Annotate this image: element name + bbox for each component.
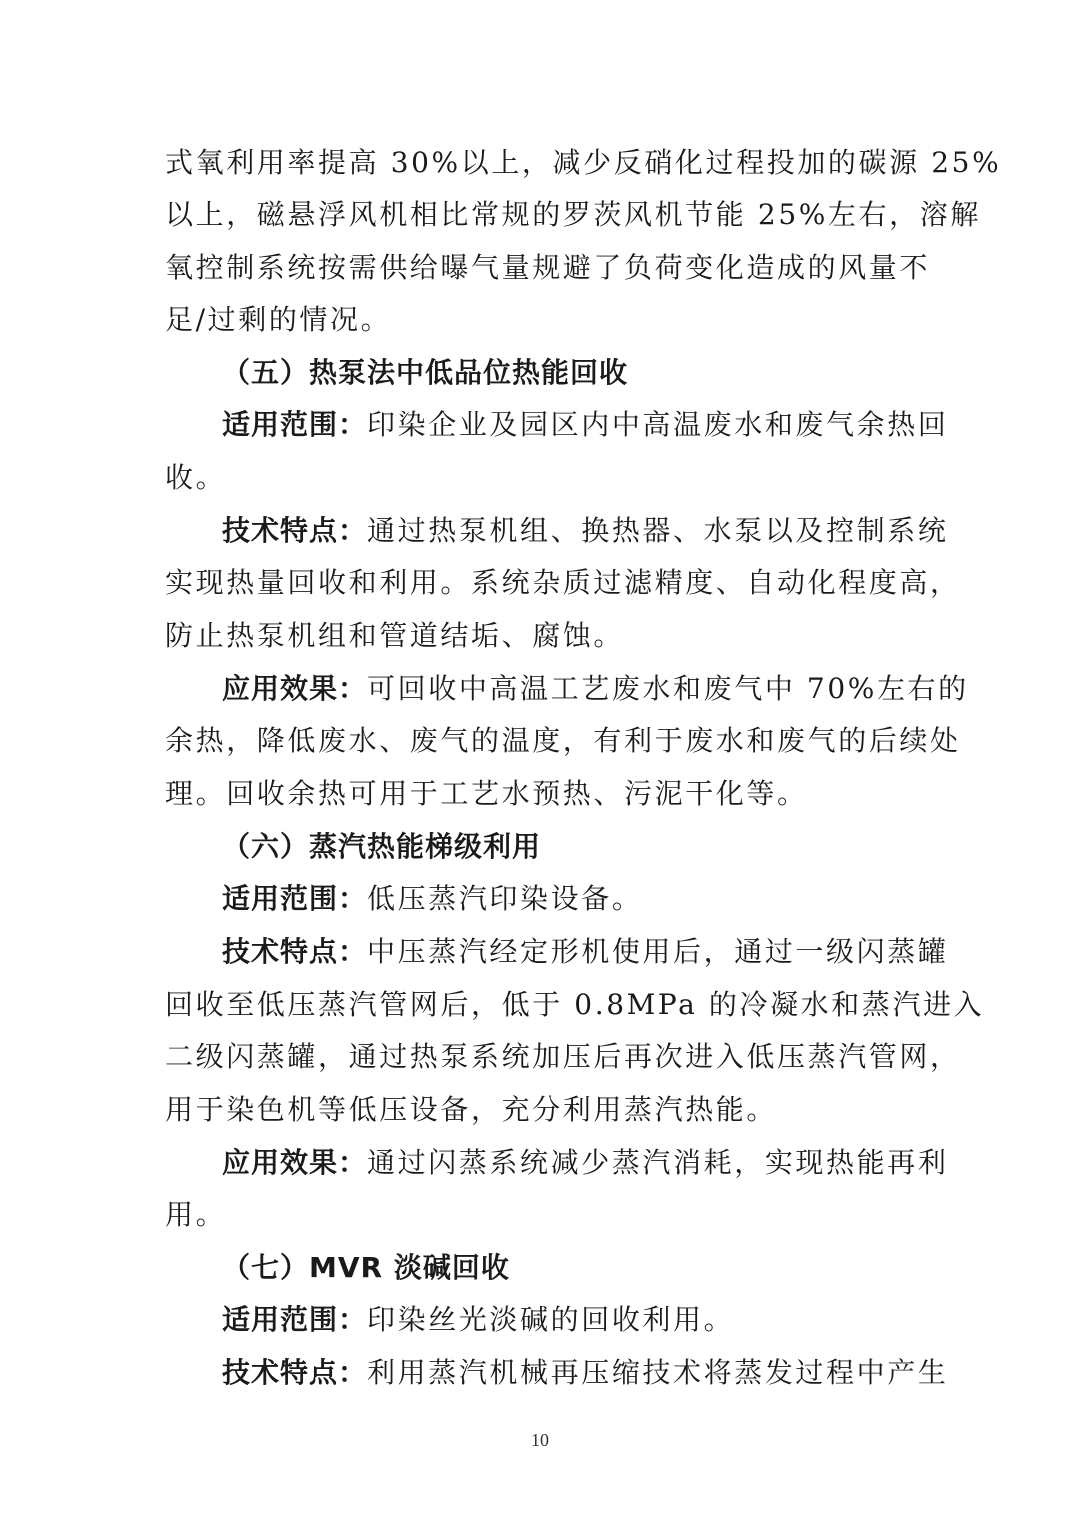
scope-text: 印染企业及园区内中高温废水和废气余热回: [367, 408, 949, 441]
body-text-line: 足/过剩的情况。: [165, 303, 392, 336]
body-text-line: 余热，降低废水、废气的温度，有利于废水和废气的后续处: [165, 724, 961, 757]
features-paragraph: [222, 1355, 949, 1391]
section-heading: （六）蒸汽热能梯级利用: [222, 830, 542, 863]
scope-text: 低压蒸汽印染设备。: [367, 882, 643, 915]
scope-label: 适用范围：: [222, 408, 368, 441]
effect-paragraph: [222, 671, 969, 707]
effect-label: 应用效果：: [222, 1146, 368, 1179]
body-text-line: 二级闪蒸罐，通过热泵系统加压后再次进入低压蒸汽管网，: [165, 1040, 961, 1073]
features-label: 技术特点：: [222, 514, 368, 547]
features-text: 通过热泵机组、换热器、水泵以及控制系统: [367, 514, 949, 547]
body-text-line: 氧控制系统按需供给曝气量规避了负荷变化造成的风量不: [165, 251, 931, 284]
page-number: 10: [531, 1430, 549, 1450]
scope-paragraph: [222, 881, 917, 917]
body-text-line: 实现热量回收和利用。系统杂质过滤精度、自动化程度高，: [165, 566, 961, 599]
scope-text: 印染丝光淡碱的回收利用。: [367, 1303, 735, 1336]
features-text: 利用蒸汽机械再压缩技术将蒸发过程中产生: [367, 1356, 949, 1389]
body-text-line: 理。回收余热可用于工艺水预热、污泥干化等。: [165, 777, 808, 810]
scope-label: 适用范围：: [222, 882, 368, 915]
features-label: 技术特点：: [222, 935, 368, 968]
effect-text: 可回收中高温工艺废水和废气中 70%左右的: [367, 672, 969, 705]
effect-text: 通过闪蒸系统减少蒸汽消耗，实现热能再利: [367, 1146, 949, 1179]
features-text: 中压蒸汽经定形机使用后，通过一级闪蒸罐: [367, 935, 949, 968]
body-text-line: 防止热泵机组和管道结垢、腐蚀。: [165, 619, 625, 652]
body-text-line: 以上，磁悬浮风机相比常规的罗茨风机节能 25%左右，溶解: [165, 198, 981, 231]
scope-paragraph: [222, 407, 949, 443]
body-text-line: 用于染色机等低压设备，充分利用蒸汽热能。: [165, 1093, 778, 1126]
effect-label: 应用效果：: [222, 672, 368, 705]
body-text-line: 收。: [165, 461, 227, 494]
scope-paragraph: [222, 1302, 917, 1338]
body-text-line: 用。: [165, 1198, 227, 1231]
section-heading: （七）MVR 淡碱回收: [222, 1251, 510, 1284]
features-label: 技术特点：: [222, 1356, 368, 1389]
body-text-line: 式氧利用率提高 30%以上，减少反硝化过程投加的碳源 25%: [165, 146, 1002, 179]
section-heading: （五）热泵法中低品位热能回收: [222, 356, 629, 389]
scope-label: 适用范围：: [222, 1303, 368, 1336]
features-paragraph: [222, 513, 949, 549]
features-paragraph: [222, 934, 949, 970]
body-text-line: 回收至低压蒸汽管网后，低于 0.8MPa 的冷凝水和蒸汽进入: [165, 988, 985, 1021]
effect-paragraph: [222, 1145, 949, 1181]
